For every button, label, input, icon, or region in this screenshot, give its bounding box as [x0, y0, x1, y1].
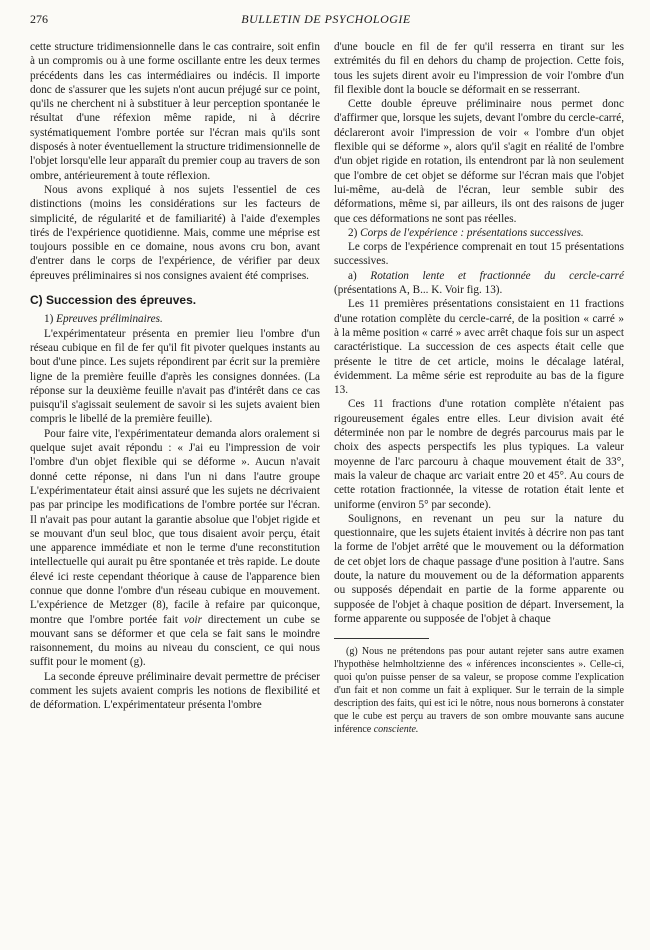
sub-heading-label: a) [348, 269, 357, 282]
paragraph: cette structure tridimensionnelle dans le cas contraire, soit enfin à un compromis ou à une forme oscillante entre les deux termes précédents dans les cas intermédiaires ou indécis. Il importe donc de s'assurer que les sujets n'ont aucun préjugé sur ce point, qu'ils ne cherchent ni à substituer à leur perception spontanée le résultat d'une réfexion même rapide, ni à décrire systématiquement l'ombre portée sur l'écran mais qu'ils sont disposés à noter éventuellement la structure tridimensionnelle de l'objet lorsqu'elle leur apparaît du premier coup au travers de son ombre, antérieurement à toute réflexion. [30, 41, 320, 182]
paragraph: Nous avons expliqué à nos sujets l'essentiel de ces distinctions (moins les considérations sur les facteurs de simplicité, de régularité et de familiarité) à l'aide d'exemples tirés de l'expérience quotidienne. Mais, comme une méprise est toujours possible en ce domaine, nous avons cru bon, avant d'entrer dans le corps de l'expérience, de vérifier par deux épreuves préliminaires si nos consignes avaient été comprises. [30, 183, 320, 282]
paragraph: d'une boucle en fil de fer qu'il resserra en tirant sur les extrémités du fil en dehors du champ de projection. Cette fois, tous les sujets dirent avoir eu l'impression de voir l'ombre d'un fil flexible dont la boucle se déformait en se resserrant. [334, 41, 624, 96]
section-heading: C) Succession des épreuves. [30, 293, 197, 308]
footnote-body: (g) Nous ne prétendons pas pour autant rejeter sans autre examen l'hypothèse helmholtzienne des « inférences inconscientes ». Celle-ci, quoi qu'on puisse penser de sa valeur, se propose comme l'explication d'un fait et non comme un fait à expliquer. Sur le terrain de la simple description des faits, qui est ici le nôtre, nous nous bornerons à constater que le cube est perçu au travers de son ombre mouvante sans aucune inférence [334, 646, 624, 736]
paragraph: Cette double épreuve préliminaire nous permet donc d'affirmer que, lorsque les sujets, devant l'ombre du cercle-carré, déclareront avoir l'impression de voir « l'ombre d'un objet flexible qui se déforme », alors qu'il s'agit en réalité de l'ombre d'un objet rigide en rotation, ils entendront par là non seulement que l'ombre de cet objet se déforme sur l'écran mais que l'objet lui-même, au-delà de l'écran, leur semble subir des déformations, même si, par ailleurs, ils ont des raisons de juger que ces déformations ne sont pas réelles. [334, 98, 624, 225]
paragraph: Les 11 premières présentations consistaient en 11 fractions d'une rotation complète du cercle-carré, de la position « carré » à la même position « carré » avec arrêt chaque fois sur un aspect caractéristique. La succession de ces aspects était celle que présente le titre de cet article, moins le décalage latéral, évidemment. La même série est reproduite au bas de la figure 13. [334, 298, 624, 397]
paragraph-text: Pour faire vite, l'expérimentateur demanda alors oralement si quelque sujet avait répondu : « J'ai eu l'impression de voir l'ombre d'un objet flexible qui se déforme ». Aucun n'avait donné cette réponse, ni dans l'un ni dans l'autre groupe L'expérimentateur était ainsi assuré que les sujets ne décrivaient pas par principe les modifications de l'ombre portée sur l'écran. Il n'avait pas pour autant la garantie absolue que l'objet rigide et se mouvant d'un seul bloc, que tous disaient avoir perçu, était une apparence immédiate et non le terme d'une reconstitution intellectuelle qui aurait pu être spontanée et très rapide. Le doute élevé ici reste cependant théorique à cause de l'apparence bien connue que donne l'ombre d'un réseau cubique en mouvement. L'expérience de Metzger (8), facile à refaire par quiconque, montre que l'ombre portée fait [30, 427, 320, 626]
sub-heading-number: 2) [348, 226, 358, 239]
footnote-divider [334, 638, 429, 639]
sub-heading-text: Rotation lente et fractionnée du cercle-carré [370, 269, 624, 282]
paragraph: Ces 11 fractions d'une rotation complète n'étaient pas rigoureusement égales entre elles. Leur division avait été déterminée non par le nombre de degrés parcourus mais par le choix des aspects perspectifs les plus typiques. La valeur moyenne de l'arc parcouru à chaque mouvement était de 33°, mais la valeur de chaque arc variait entre 20 et 45°. Au cours de cette rotation fractionnée, la vitesse de rotation était lente et uniforme (environ 5° par seconde). [334, 398, 624, 511]
emphasis: voir [183, 613, 202, 626]
footnote-text [334, 645, 624, 736]
sub-heading [334, 226, 624, 240]
left-column [30, 40, 320, 713]
paragraph: Le corps de l'expérience comprenait en tout 15 présentations successives. [334, 241, 624, 268]
sub-heading-text: Corps de l'expérience : présentations successives. [360, 226, 584, 239]
right-column [334, 40, 624, 736]
page-header [30, 12, 622, 32]
sub-heading-number: 1) [44, 313, 54, 326]
page-number: 276 [30, 12, 48, 26]
paragraph [30, 427, 320, 670]
sub-heading [30, 312, 320, 326]
running-title: BULLETIN DE PSYCHOLOGIE [241, 12, 411, 26]
paragraph: La seconde épreuve préliminaire devait permettre de préciser comment les sujets avaient compris les notions de flexibilité et de déformation. L'expérimentateur présenta l'ombre [30, 670, 320, 712]
emphasis: consciente. [373, 724, 419, 736]
paragraph-text: directement un cube se mouvant sans se déformer et que cela se fait sans le moindre raisonnement, du moins au niveau du conscient, ce qui nous suffit pour le moment (g). [30, 613, 320, 669]
paragraph: L'expérimentateur présenta en premier lieu l'ombre d'un réseau cubique en fil de fer qu'il fit pivoter quelques instants au bout d'une pince. Les sujets répondirent par écrit sur la première ligne de la première feuille d'après les consignes données. (La réponse sur la deuxième feuille n'avait pas d'intérêt dans ce cas puisqu'il s'agissait seulement de savoir si les sujets avaient bien compris le libellé de la première feuille). [30, 327, 320, 426]
sub-heading [334, 269, 624, 298]
footnote [334, 645, 624, 736]
paragraph: Soulignons, en revenant un peu sur la nature du questionnaire, que les sujets étaient invités à décrire non pas tant la forme de l'objet arrêté que le mouvement ou la déformation de cet objet lors de chaque passage d'une position à l'autre. Sans doute, la nature du mouvement ou de la déformation apparents ou supposés dépendait en partie de la forme apparente ou supposée de l'objet à chaque position de départ. Inversement, la forme apparente ou supposée de l'objet à chaque [334, 512, 624, 625]
sub-heading-text: Epreuves préliminaires. [56, 313, 163, 326]
sub-heading-detail: (présentations A, B... K. Voir fig. 13). [334, 284, 503, 297]
